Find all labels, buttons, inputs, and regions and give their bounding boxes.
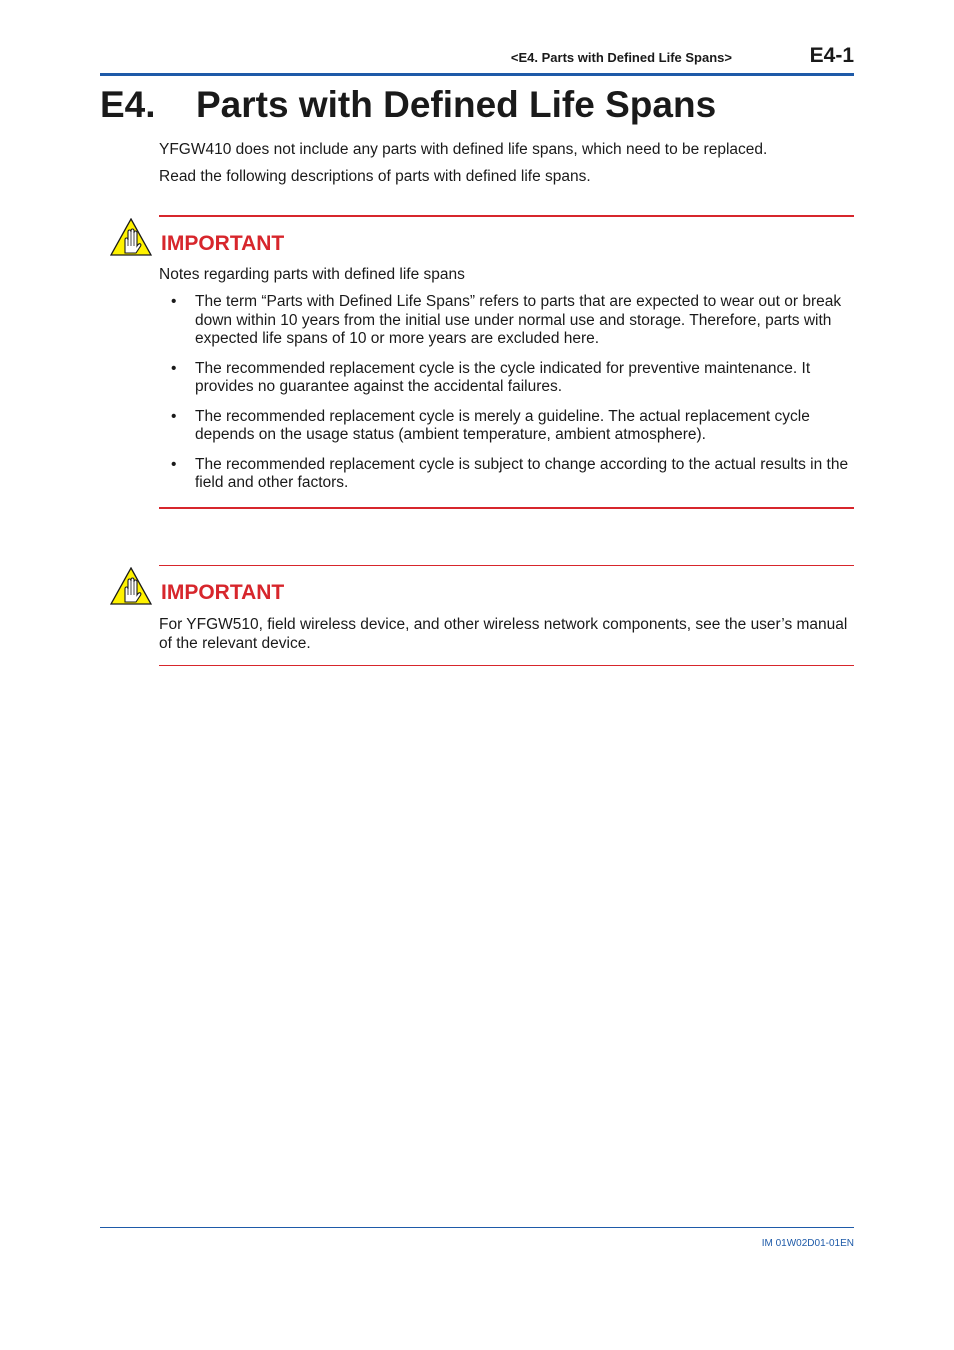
important-2-text: For YFGW510, field wireless device, and other wireless network components, see the user’s manual of the relevant device.: [159, 616, 848, 652]
intro-paragraph-1: YFGW410 does not include any parts with defined life spans, which need to be replaced.: [159, 141, 768, 158]
important-1-top-rule: [159, 215, 854, 217]
intro-paragraph-2: Read the following descriptions of parts with defined life spans.: [159, 168, 591, 185]
important-2-top-rule: [159, 565, 854, 566]
bullet-text: The recommended replacement cycle is the cycle indicated for preventive maintenance. It provides no guarantee against the accidental failures.: [195, 359, 811, 395]
hand-icon: [110, 218, 152, 256]
bullet-text: The recommended replacement cycle is subject to change according to the actual results in the field and other factors.: [195, 455, 849, 491]
bullet-text: The term “Parts with Defined Life Spans” refers to parts that are expected to wear out or break down within 10 years from the initial use under normal use and storage. Therefore, parts with expected life spans of 10 or more years are excluded here.: [195, 293, 842, 347]
bullet-dot: •: [171, 359, 177, 377]
bullet-dot: •: [171, 293, 177, 310]
chapter-title: [100, 84, 716, 126]
important-1-bottom-rule: [159, 507, 854, 509]
important-label-1: IMPORTANT: [161, 232, 285, 255]
bullet-text: The recommended replacement cycle is merely a guideline. The actual replacement cycle depends on the usage status (ambient temperature, ambient atmosphere).: [195, 407, 810, 443]
page-number: E4-1: [809, 44, 854, 67]
important-1-bullet-list: [159, 293, 854, 504]
running-header: [100, 44, 854, 72]
important-label-2: IMPORTANT: [161, 581, 285, 604]
header-rule: [100, 73, 854, 76]
document-id: IM 01W02D01-01EN: [761, 1238, 854, 1249]
bullet-item: [159, 408, 854, 445]
hand-icon: [110, 567, 152, 605]
important-1-lead: Notes regarding parts with defined life spans: [159, 266, 465, 283]
footer-rule: [100, 1227, 854, 1228]
bullet-item: [159, 360, 854, 397]
bullet-item: [159, 293, 854, 349]
running-title: <E4. Parts with Defined Life Spans>: [510, 50, 732, 65]
chapter-number: E4.: [100, 84, 156, 125]
bullet-dot: •: [171, 455, 177, 473]
chapter-title-text: Parts with Defined Life Spans: [196, 84, 717, 125]
bullet-dot: •: [171, 407, 177, 425]
bullet-item: [159, 456, 854, 493]
important-2-bottom-rule: [159, 665, 854, 666]
